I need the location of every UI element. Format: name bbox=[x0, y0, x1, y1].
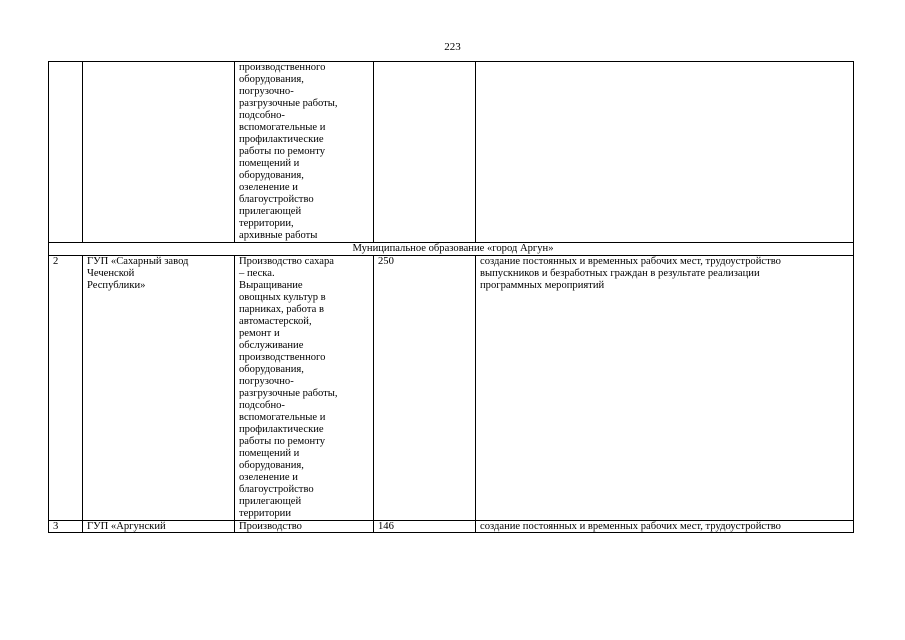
table-row bbox=[49, 256, 854, 521]
activity-line: автомастерской, bbox=[239, 316, 312, 327]
cell-activities bbox=[235, 256, 374, 521]
activity-line: помещений и bbox=[239, 448, 300, 459]
activity-line: погрузочно- bbox=[239, 376, 294, 387]
cell-result bbox=[476, 521, 854, 533]
activity-line: вспомогательные и bbox=[239, 122, 326, 133]
org-line: ГУП «Аргунский bbox=[87, 521, 166, 532]
cell-activities bbox=[235, 521, 374, 533]
section-row bbox=[49, 243, 854, 256]
activity-line: подсобно- bbox=[239, 400, 285, 411]
activity-line: профилактические bbox=[239, 134, 324, 145]
activity-line: архивные работы bbox=[239, 230, 318, 241]
program-table bbox=[48, 61, 854, 533]
cell-count: 146 bbox=[374, 521, 476, 533]
cell-organization bbox=[83, 521, 235, 533]
result-line: выпускников и безработных граждан в результате реализации bbox=[480, 268, 760, 279]
activity-line: производственного bbox=[239, 62, 326, 73]
result-line: создание постоянных и временных рабочих мест, трудоустройство bbox=[480, 256, 781, 267]
activity-line: производственного bbox=[239, 352, 326, 363]
activity-line: обслуживание bbox=[239, 340, 304, 351]
activity-line: благоустройство bbox=[239, 194, 314, 205]
activity-line: озеленение и bbox=[239, 472, 298, 483]
section-title: Муниципальное образование «город Аргун» bbox=[49, 243, 854, 256]
activity-line: Производство bbox=[239, 521, 302, 532]
result-line: программных мероприятий bbox=[480, 280, 605, 291]
table-row bbox=[49, 521, 854, 533]
activity-line: озеленение и bbox=[239, 182, 298, 193]
activity-line: оборудования, bbox=[239, 170, 304, 181]
activity-line: оборудования, bbox=[239, 460, 304, 471]
activity-line: вспомогательные и bbox=[239, 412, 326, 423]
activity-line: прилегающей bbox=[239, 206, 302, 217]
activity-line: Выращивание bbox=[239, 280, 303, 291]
page-number: 223 bbox=[444, 41, 461, 53]
row-number: 2 bbox=[49, 256, 83, 521]
activity-line: работы по ремонту bbox=[239, 436, 326, 447]
activity-line: Производство сахара bbox=[239, 256, 335, 267]
cell-result bbox=[476, 256, 854, 521]
org-line: ГУП «Сахарный завод bbox=[87, 256, 189, 267]
activity-line: – песка. bbox=[239, 268, 275, 279]
activity-line: территории bbox=[239, 508, 292, 519]
row-number: 3 bbox=[49, 521, 83, 533]
cell-count: 250 bbox=[374, 256, 476, 521]
activity-line: разгрузочные работы, bbox=[239, 98, 338, 109]
activity-line: помещений и bbox=[239, 158, 300, 169]
activity-line: профилактические bbox=[239, 424, 324, 435]
activity-line: подсобно- bbox=[239, 110, 285, 121]
cell-activities bbox=[235, 62, 374, 243]
org-line: Республики» bbox=[87, 280, 146, 291]
result-line: создание постоянных и временных рабочих мест, трудоустройство bbox=[480, 521, 781, 532]
activity-line: работы по ремонту bbox=[239, 146, 326, 157]
activity-line: прилегающей bbox=[239, 496, 302, 507]
activity-line: парниках, работа в bbox=[239, 304, 324, 315]
activity-line: погрузочно- bbox=[239, 86, 294, 97]
cell-result-empty bbox=[476, 62, 854, 243]
cell-count-empty bbox=[374, 62, 476, 243]
cell-org-empty bbox=[83, 62, 235, 243]
cell-organization bbox=[83, 256, 235, 521]
activity-line: оборудования, bbox=[239, 74, 304, 85]
table-row-continued bbox=[49, 62, 854, 243]
activity-line: ремонт и bbox=[239, 328, 280, 339]
activity-line: разгрузочные работы, bbox=[239, 388, 338, 399]
org-line: Чеченской bbox=[87, 268, 135, 279]
activity-line: оборудования, bbox=[239, 364, 304, 375]
activity-line: благоустройство bbox=[239, 484, 314, 495]
cell-num-empty bbox=[49, 62, 83, 243]
activity-line: территории, bbox=[239, 218, 294, 229]
activity-line: овощных культур в bbox=[239, 292, 326, 303]
